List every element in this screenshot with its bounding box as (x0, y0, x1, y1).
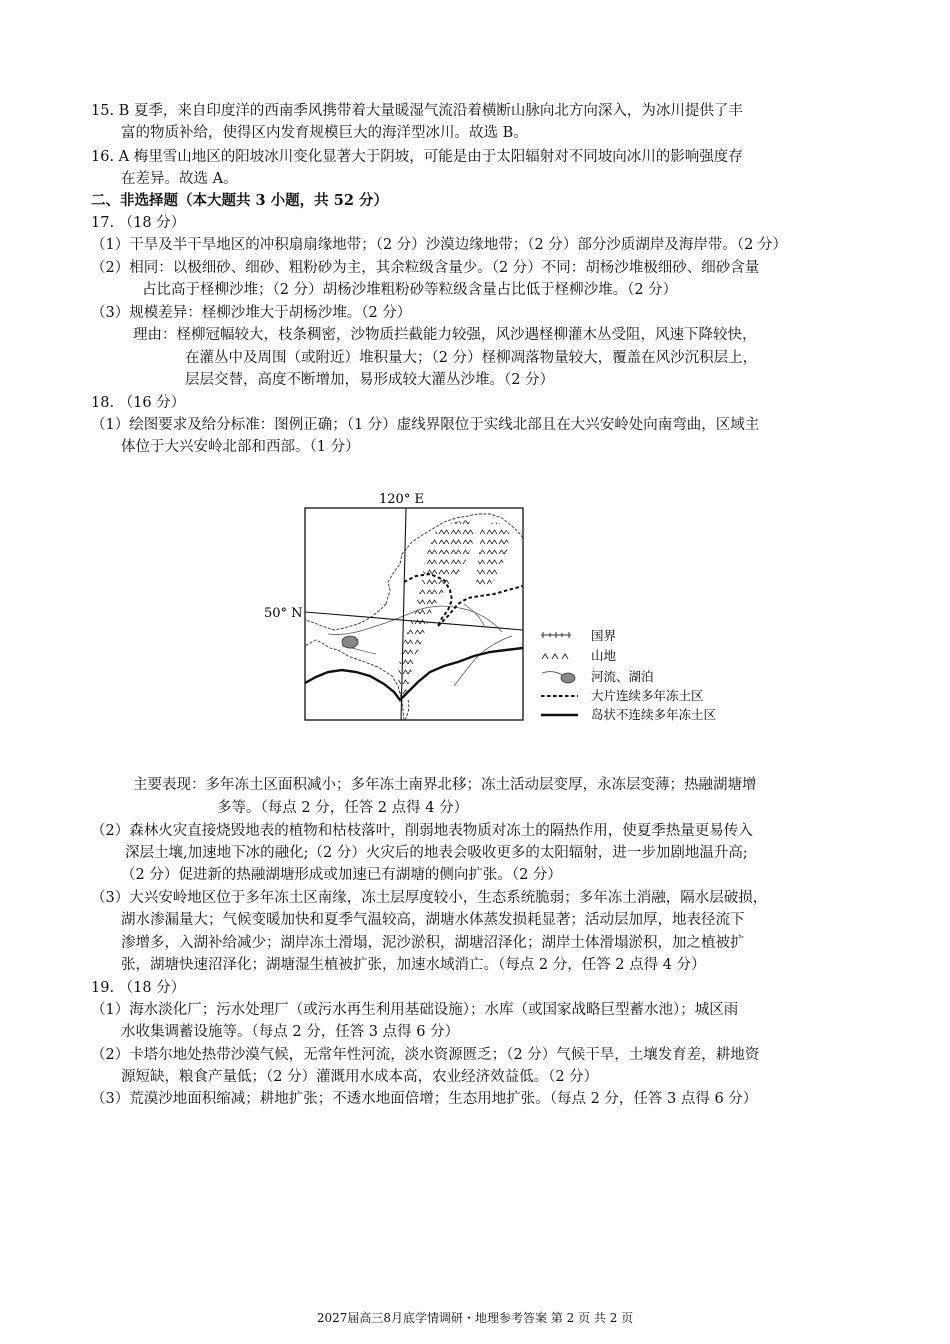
legend-label-mountain: 山地 (591, 648, 617, 663)
answer-line-q18_m1: 主要表现：多年冻土区面积减小；多年冻土南界北移；冻土活动层变厚，永冻层变薄；热融湖塘增 (133, 777, 757, 793)
answer-line-q17_2a: （2）相同：以极细砂、细砂、粗粉砂为主，其余粒级含量少。（2 分）不同：胡杨沙堆极细砂、细砂含量 (91, 260, 760, 276)
legend-item-border (541, 628, 617, 643)
page-footer: 2027届高三8月底学情调研・地理参考答案 第 2 页 共 2 页 (316, 1311, 634, 1325)
permafrost-map (258, 486, 758, 726)
answer-line-q18_2b: 深层土壤,加速地下冰的融化;（2 分）火灾后的地表会吸收更多的太阳辐射，进一步加剧地温升高; (125, 845, 748, 861)
answer-line-q18: 18. （16 分） (91, 395, 186, 411)
legend-item-solid (541, 707, 716, 722)
answer-line-q19_2a: （2）卡塔尔地处热带沙漠气候，无常年性河流，淡水资源匮乏；（2 分）气候干旱，土壤发育差，耕地资 (91, 1047, 760, 1063)
lake (342, 636, 358, 648)
answer-line-q18_2c: （2 分）促进新的热融湖塘形成或加速已有湖塘的侧向扩张。（2 分） (121, 867, 562, 883)
legend-item-mountain (542, 648, 617, 663)
answer-line-q17_3a: （3）规模差异：柽柳沙堆大于胡杨沙堆。（2 分） (91, 305, 412, 321)
latitude-label: 50° N (264, 606, 303, 621)
answer-line-q19: 19. （18 分） (91, 980, 186, 996)
answer-line-q18_3c: 渗增多，入湖补给减少；湖岸冻土滑塌，泥沙淤积，湖塘沼泽化；湖岸土体滑塌淤积，加之植被扩 (121, 935, 745, 951)
legend-item-lake (542, 669, 654, 684)
answer-line-q16_a: 16. A 梅里雪山地区的阳坡冰川变化显著大于阴坡，可能是由于太阳辐射对不同坡向冰川的影响强度存 (91, 149, 743, 165)
national-border (305, 640, 409, 720)
answer-line-q18_1b: 体位于大兴安岭北部和西部。（1 分） (121, 439, 360, 455)
legend-label-continuous: 大片连续多年冻土区 (591, 688, 704, 703)
answer-line-q19_2b: 源短缺，粮食产量低；（2 分）灌溉用水成本高，农业经济效益低。（2 分） (121, 1069, 599, 1085)
answer-line-q18_3b: 湖水渗漏量大；气候变暖加快和夏季气温较高，湖塘水体蒸发损耗显著；活动层加厚，地表径流下 (121, 912, 745, 928)
answer-line-q17_3c: 在灌丛中及周围（或附近）堆积量大；（2 分）柽柳凋落物量较大，覆盖在风沙沉积层上， (185, 350, 758, 366)
answer-line-q18_2a: （2）森林火灾直接烧毁地表的植物和枯枝落叶，削弱地表物质对冻土的隔热作用，使夏季热量更易传入 (91, 823, 753, 839)
mountain-area (476, 522, 510, 590)
legend-item-dashed (541, 688, 704, 703)
answer-line-q17: 17. （18 分） (91, 215, 186, 231)
answer-line-q15_a: 15. B 夏季，来自印度洋的西南季风携带着大量暖湿气流沿着横断山脉向北方向深入，为冰川提供了丰 (91, 103, 743, 119)
answer-line-q19_1a: （1）海水淡化厂；污水处理厂（或污水再生利用基础设施）；水库（或国家战略巨型蓄水池）；城区雨 (91, 1002, 739, 1018)
answer-line-q19_1b: 水收集调蓄设施等。（每点 2 分，任答 3 点得 6 分） (121, 1024, 460, 1040)
longitude-label: 120° E (379, 492, 424, 507)
answer-line-q17_3b: 理由：柽柳冠幅较大，枝条稠密，沙物质拦截能力较强，风沙遇柽柳灌木丛受阻，风速下降较快， (133, 327, 757, 343)
national-border (305, 604, 386, 630)
answer-line-q19_3: （3）荒漠沙地面积缩减；耕地扩张；不透水地面倍增；生态用地扩张。（每点 2 分，任答 3 点得 6 分） (91, 1091, 758, 1107)
map-legend (541, 628, 716, 722)
answer-line-q17_2b: 占比高于柽柳沙堆；（2 分）胡杨沙堆粗粉砂等粒级含量占比低于柽柳沙堆。（2 分） (142, 282, 678, 298)
answer-line-q16_b: 在差异。故选 A。 (121, 171, 238, 187)
answer-line-q18_3d: 张，湖塘快速沼泽化；湖塘湿生植被扩张，加速水域消亡。（每点 2 分，任答 2 点得 4 分） (121, 957, 706, 973)
legend-label-border: 国界 (591, 628, 617, 643)
legend-label-lake: 河流、湖泊 (591, 669, 654, 684)
answer-line-q15_b: 富的物质补给，使得区内发育规模巨大的海洋型冰川。故选 B。 (121, 125, 528, 141)
legend-label-discontinuous: 岛状不连续多年冻土区 (591, 707, 717, 722)
answer-line-q18_m2: 多等。（每点 2 分，任答 2 点得 4 分） (217, 800, 469, 816)
answer-line-q17_1: （1）干旱及半干旱地区的冲积扇扇缘地带；（2 分）沙漠边缘地带；（2 分）部分沙质湖岸及海岸带。（2 分） (91, 237, 787, 253)
answer-line-sec2: 二、非选择题（本大题共 3 小题，共 52 分） (91, 192, 388, 209)
answer-line-q18_3a: （3）大兴安岭地区位于多年冻土区南缘，冻土层厚度较小，生态系统脆弱；多年冻土消融，隔水层破损， (91, 890, 768, 906)
answer-line-q18_1a: （1）绘图要求及给分标准：图例正确；（1 分）虚线界限位于实线北部且在大兴安岭处向南弯曲，区域主 (91, 417, 760, 433)
answer-line-q17_3d: 层层交替，高度不断增加，易形成较大灌丛沙堆。（2 分） (185, 372, 555, 388)
